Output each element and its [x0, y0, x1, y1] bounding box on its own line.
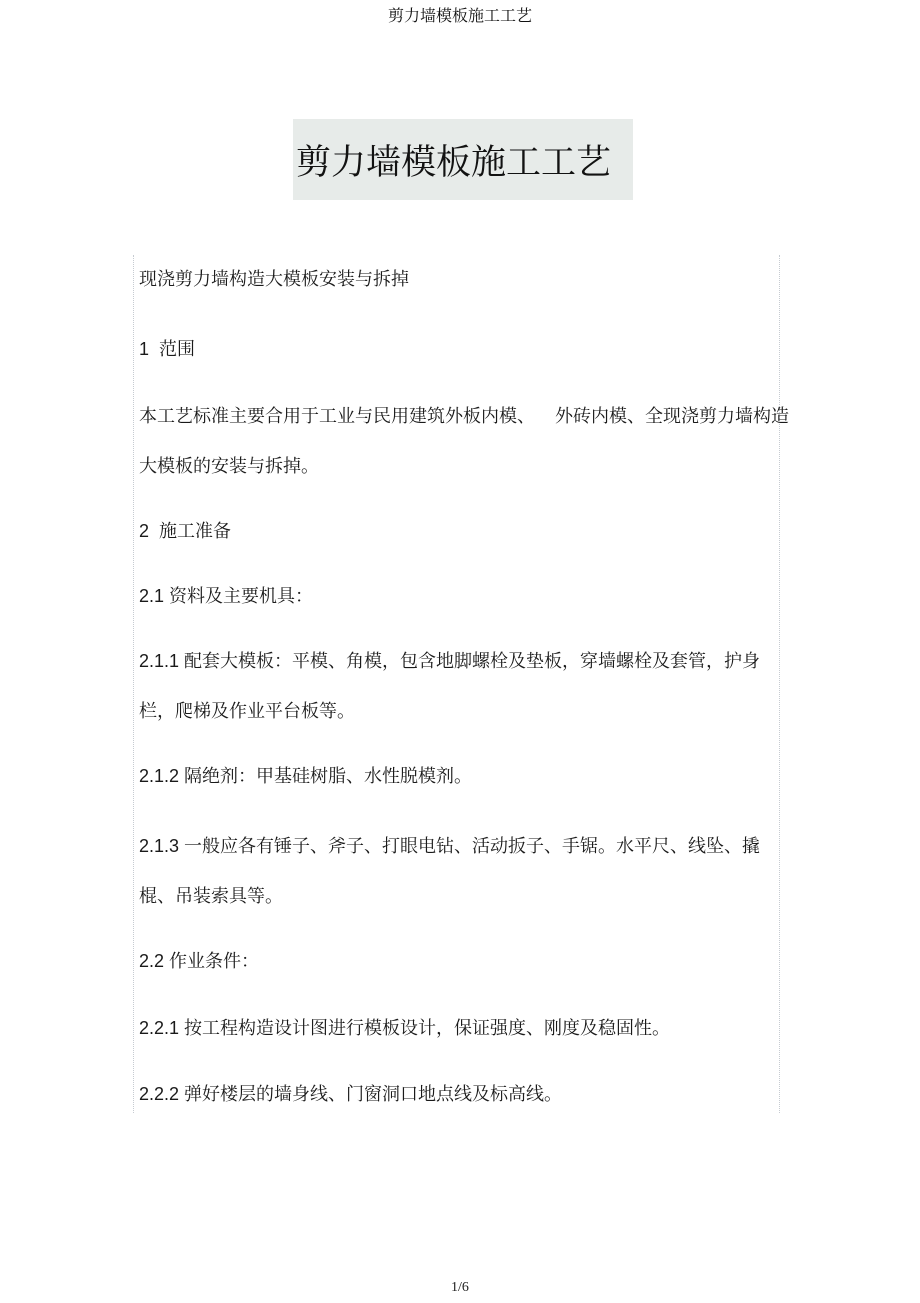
subsection-heading: 2.2 作业条件：	[139, 951, 260, 971]
text-line: 2.2.1 按工程构造设计图进行模板设计，保证强度、刚度及稳固性。	[139, 1018, 671, 1038]
section-heading: 1 范围	[139, 339, 196, 359]
text-line: 2.1.2 隔绝剂：甲基硅树脂、水性脱模剂。	[139, 766, 473, 786]
text-line: 棍、吊装索具等。	[139, 886, 283, 906]
text-line: 本工艺标准主要合用于工业与民用建筑外板内模、 外砖内模、全现浇剪力墙构造	[139, 406, 790, 426]
subsection-heading: 2.1 资料及主要机具：	[139, 586, 314, 606]
page-title: 剪力墙模板施工工艺	[296, 142, 612, 182]
content-table-cell	[133, 255, 790, 1113]
page-number: 1/6	[451, 1280, 469, 1295]
text-line: 栏，爬梯及作业平台板等。	[139, 701, 355, 721]
running-header: 剪力墙模板施工工艺	[387, 8, 532, 25]
text-line: 2.2.2 弹好楼层的墙身线、门窗洞口地点线及标高线。	[139, 1084, 563, 1104]
text-line: 2.1.1 配套大模板：平模、角模，包含地脚螺栓及垫板，穿墙螺栓及套管，护身	[139, 651, 761, 671]
text-line: 现浇剪力墙构造大模板安装与拆掉	[139, 269, 409, 289]
text-line: 大模板的安装与拆掉。	[139, 456, 319, 476]
title-highlight-block	[293, 119, 633, 200]
section-heading: 2 施工准备	[139, 521, 232, 541]
text-line: 2.1.3 一般应各有锤子、斧子、打眼电钻、活动扳子、手锯。水平尺、线坠、撬	[139, 836, 761, 856]
